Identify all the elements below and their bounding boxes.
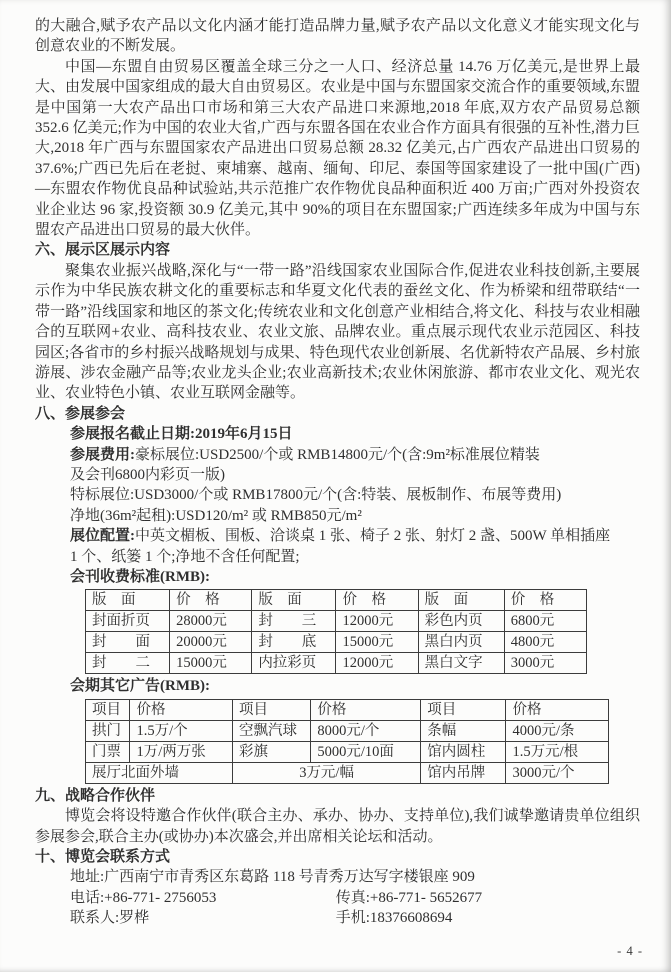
table-row <box>86 632 587 653</box>
table-cell: 12000元 <box>336 611 418 632</box>
catalog-price-label: 会刊收费标准(RMB): <box>70 568 210 585</box>
table-cell: 4000元/条 <box>506 720 609 741</box>
table-header-cell: 项目 <box>86 699 130 720</box>
page-number: - 4 - <box>617 944 643 958</box>
table-cell: 3万元/幅 <box>232 762 420 783</box>
table-cell: 1.5万/个 <box>130 720 233 741</box>
table-header-cell: 项目 <box>421 699 506 720</box>
table-cell: 15000元 <box>336 632 418 653</box>
table-header-cell: 价格 <box>130 699 233 720</box>
table-header-cell: 版 面 <box>418 590 504 611</box>
table-cell: 封 三 <box>252 611 336 632</box>
mobile-value: 18376608694 <box>369 910 453 927</box>
table-cell: 彩旗 <box>232 741 310 762</box>
table-cell: 馆内圆柱 <box>421 741 506 762</box>
table-header-cell: 价 格 <box>504 590 586 611</box>
table-cell: 展厅北面外墙 <box>86 762 233 783</box>
table-cell: 12000元 <box>336 653 418 674</box>
booth-config-line-2: 1 个、纸篓 1 个;净地不含任何配置; <box>70 548 300 565</box>
table-cell: 彩色内页 <box>418 611 504 632</box>
table-header-cell: 价 格 <box>336 590 418 611</box>
fee-line-2: 及会刊6800内彩页一版) <box>70 466 225 483</box>
table-cell: 黑白内页 <box>418 632 504 653</box>
table-header-cell: 版 面 <box>86 590 170 611</box>
table-header-cell: 版 面 <box>252 590 336 611</box>
table-header-cell: 价 格 <box>170 590 252 611</box>
table-cell: 封 底 <box>252 632 336 653</box>
table-cell: 8000元/个 <box>311 720 421 741</box>
intro-paragraph-cafta: 中国—东盟自由贸易区覆盖全球三分之一人口、经济总量 14.76 万亿美元,是世界上最大、由发展中国家组成的最大自由贸易区。农业是中国与东盟国家交流合作的重要领域,东盟是中国第一大农产品出口市场和第三大农产品进口来源地,2018 年底,双方农产品贸易总额 352.6 亿美元;作为中国的农业大省,广西与东盟各国在农业合作方面具有很强的互补性,潜力巨大,2018 年广西与东盟国家农产品进出口贸易总额 28.32 亿美元,占广西农产品进出口贸易的 37.6%;广西已先后在老挝、柬埔寨、越南、缅甸、印尼、泰国等国家建设了一批中国(广西)—东盟农作物优良品种试验站,共示范推广农作物优良品种面积近 400 万亩;广西对外投资农业企业达 96 家,投资额 30.9 亿美元,其中 90%的项目在东盟国家;广西连续多年成为中国与东盟农产品进出口贸易的最大伙伴。 <box>35 58 640 239</box>
table-header-cell: 项目 <box>232 699 310 720</box>
fee-label: 参展费用: <box>70 446 135 463</box>
table-cell: 20000元 <box>170 632 252 653</box>
section-9-heading: 九、战略合作伙伴 <box>35 787 156 804</box>
table-cell: 6800元 <box>504 611 586 632</box>
table-cell: 28000元 <box>170 611 252 632</box>
phone-label: 电话: <box>70 889 105 906</box>
contact-phone-line <box>70 888 640 908</box>
table-cell: 条幅 <box>421 720 506 741</box>
contact-label: 联系人: <box>70 910 120 927</box>
other-ads-label: 会期其它广告(RMB): <box>70 678 210 695</box>
table-row-merged <box>86 762 609 783</box>
table-row <box>86 611 587 632</box>
fee-standard-booth: 豪标展位:USD2500/个或 RMB14800元/个(含:9m²标准展位精装 <box>135 446 540 463</box>
section-6-paragraph: 聚集农业振兴战略,深化与“一带一路”沿线国家农业国际合作,促进农业科技创新,主要展示作为中华民族农耕文化的重要标志和华夏文化代表的蚕丝文化、作为桥梁和纽带联结“一带一路”沿线国家和地区的茶文化;传统农业和文化创意产业相结合,将文化、科技与农业相融合的互联网+农业、高科技农业、农业文旅、品牌农业。重点展示现代农业示范园区、科技园区;各省市的乡村振兴战略规划与成果、特色现代农业创新展、名优新特农产品展、乡村旅游展、涉农金融产品等;农业龙头企业;农业高新技术;农业休闲旅游、都市农业文化、观光农业、农业特色小镇、农业互联网金融等。 <box>35 262 640 402</box>
fax-label: 传真: <box>335 889 370 906</box>
table-cell: 1.5万元/根 <box>506 741 609 762</box>
address-label: 地址: <box>70 869 105 886</box>
intro-paragraph-continuation: 的大融合,赋予农产品以文化内涵才能打造品牌力量,赋予农产品以文化意义才能实现文化与创意农业的不断发展。 <box>35 18 640 55</box>
address-value: 广西南宁市青秀区东葛路 118 号青秀万达写字楼银座 909 <box>104 869 475 886</box>
booth-config-line-1 <box>70 526 640 546</box>
contact-person-line <box>70 908 640 928</box>
catalog-price-table <box>85 589 587 674</box>
section-10-heading: 十、博览会联系方式 <box>35 849 171 865</box>
table-cell: 5000元/10面 <box>311 741 421 762</box>
table-cell: 封 二 <box>86 653 170 674</box>
booth-config-items: 中英文楣板、围板、洽谈桌 1 张、椅子 2 张、射灯 2 盏、500W 单相插座 <box>135 528 611 545</box>
fee-raw-space: 净地(36m²起租):USD120/m² 或 RMB850元/m² <box>70 507 362 524</box>
table-cell: 拱门 <box>86 720 130 741</box>
phone-pair <box>70 888 332 908</box>
table-cell: 门票 <box>86 741 130 762</box>
fee-line-1 <box>70 445 640 465</box>
table-cell: 空飘汽球 <box>232 720 310 741</box>
table-cell: 内拉彩页 <box>252 653 336 674</box>
table-cell: 封面折页 <box>86 611 170 632</box>
table-cell: 4800元 <box>504 632 586 653</box>
contact-value: 罗桦 <box>119 910 150 927</box>
mobile-label: 手机: <box>335 910 370 927</box>
table-cell: 封 面 <box>86 632 170 653</box>
table-cell: 15000元 <box>170 653 252 674</box>
section-8-heading: 八、参展参会 <box>35 405 126 422</box>
table-header-cell: 价格 <box>311 699 421 720</box>
contact-address-line <box>70 867 640 887</box>
fax-pair <box>336 890 482 906</box>
table-cell: 3000元 <box>504 653 586 674</box>
other-ads-table <box>85 699 609 784</box>
table-cell: 3000元/个 <box>506 762 609 783</box>
table-cell: 1万/两万张 <box>130 741 233 762</box>
table-header-row <box>86 590 587 611</box>
mobile-pair <box>336 910 453 926</box>
phone-value: +86-771- 2756053 <box>104 889 217 906</box>
table-row <box>86 653 587 674</box>
fax-value: +86-771- 5652677 <box>369 889 483 906</box>
section-6-heading: 六、展示区展示内容 <box>35 242 171 259</box>
table-header-cell: 价格 <box>506 699 609 720</box>
table-row <box>86 720 609 741</box>
fee-special-booth: 特标展位:USD3000/个或 RMB17800元/个(含:特装、展板制作、布展等费用) <box>70 487 562 504</box>
table-row <box>86 741 609 762</box>
registration-deadline: 参展报名截止日期:2019年6月15日 <box>70 426 293 443</box>
table-cell: 馆内吊牌 <box>421 762 506 783</box>
contact-pair <box>70 908 332 928</box>
section-9-paragraph: 博览会将设特邀合作伙伴(联合主办、承办、协办、支持单位),我们诚挚邀请贵单位组织参展参会,联合主办(或协办)本次盛会,并出席相关论坛和活动。 <box>35 808 640 845</box>
table-header-row <box>86 699 609 720</box>
table-cell: 黑白文字 <box>418 653 504 674</box>
booth-config-label: 展位配置: <box>70 528 135 545</box>
